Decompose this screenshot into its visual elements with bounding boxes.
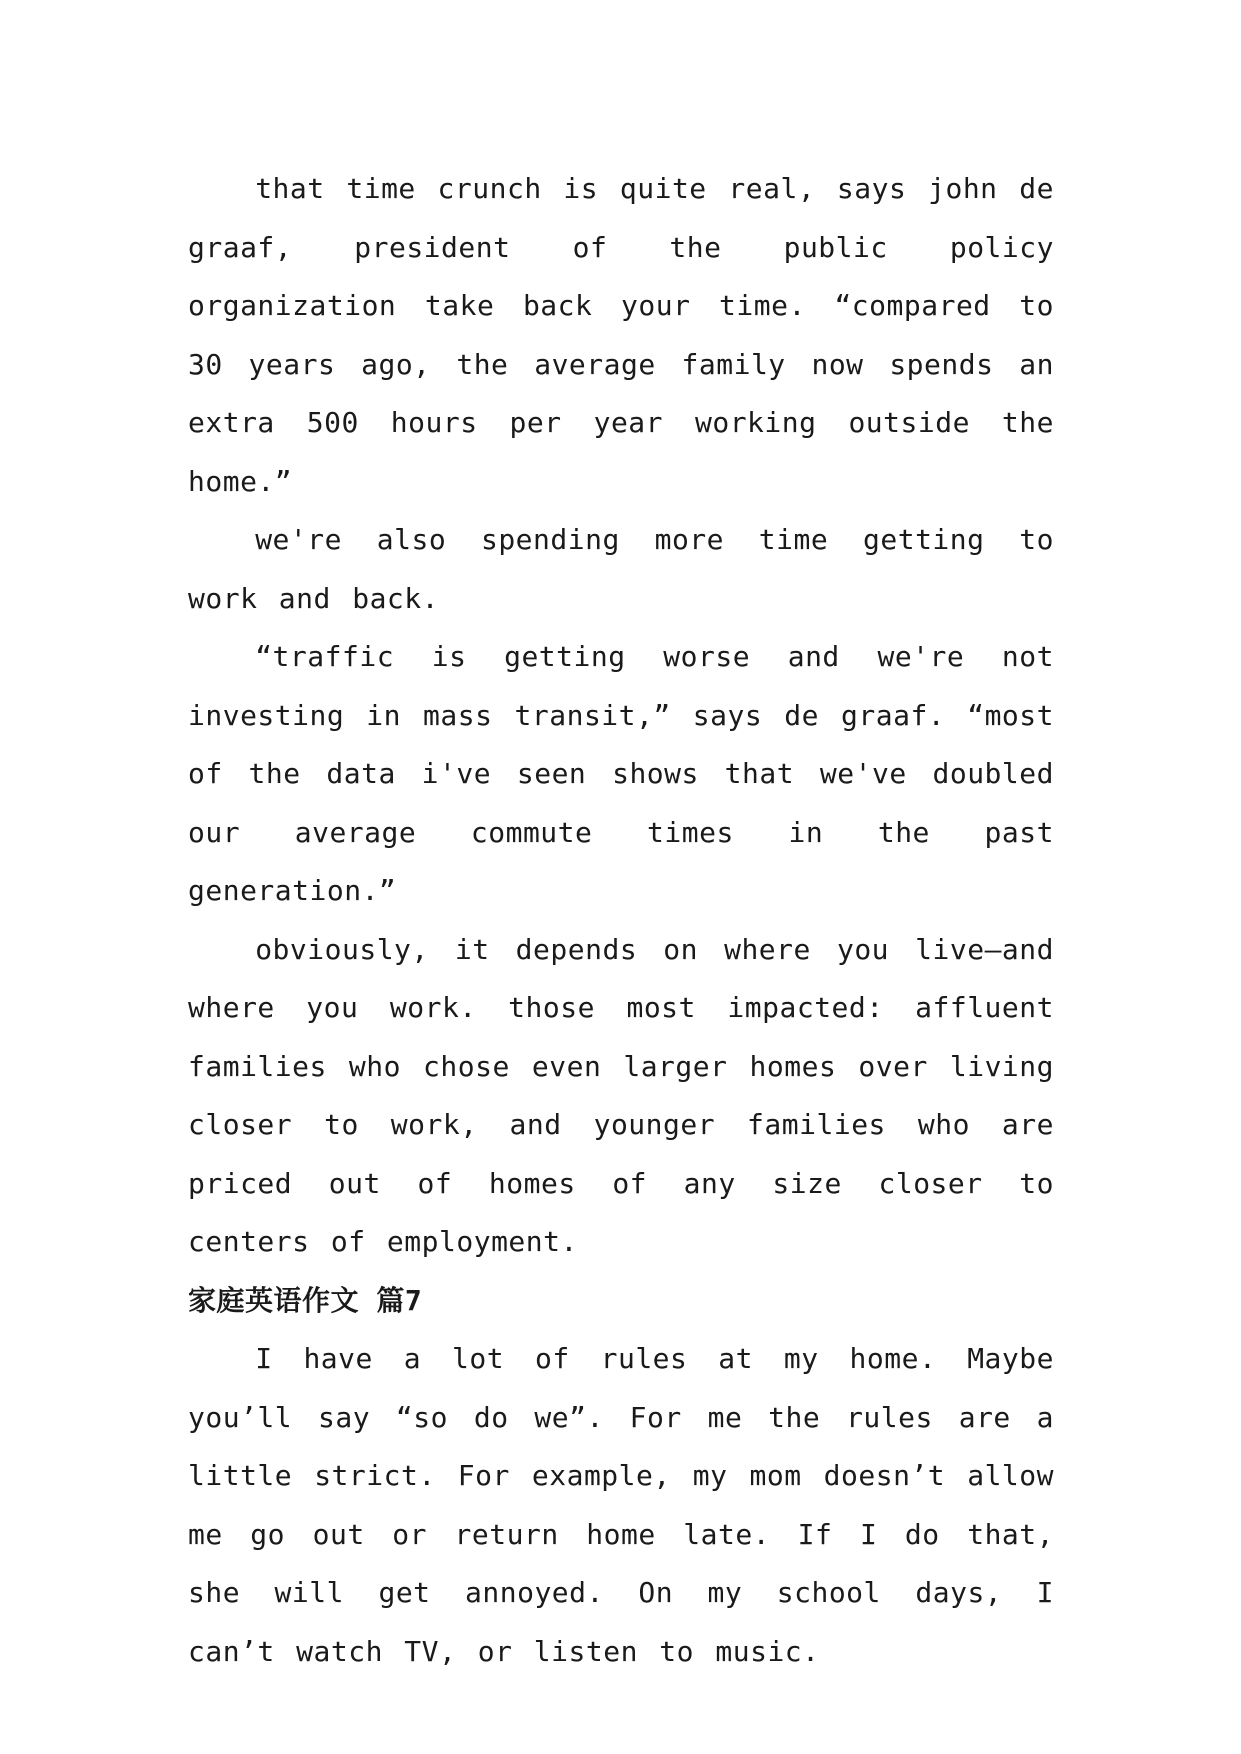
paragraph-commute: we're also spending more time getting to work and back. xyxy=(188,523,1054,615)
paragraph-time-crunch: that time crunch is quite real, says john de graaf, president of the public policy organization take back your time. “compared to 30 years ago, the average family now spends an extra 500 hours per year working outside the home.” xyxy=(188,172,1054,498)
section-heading: 家庭英语作文 篇7 xyxy=(188,1283,423,1317)
paragraph-depends: obviously, it depends on where you live—and where you work. those most impacted: affluent families who chose even larger homes over living closer to work, and younger families who are priced out of homes of any size closer to centers of employment. xyxy=(188,932,1054,1258)
paragraph-rules: I have a lot of rules at my home. Maybe you’ll say “so do we”. For me the rules are a little strict. For example, my mom doesn’t allow me go out or return home late. If I do that, she will get annoyed. On my school days, I can’t watch TV, or listen to music. xyxy=(188,1342,1054,1668)
paragraph-traffic: “traffic is getting worse and we're not investing in mass transit,” says de graaf. “most of the data i've seen shows that we've doubled our average commute times in the past generation.” xyxy=(188,640,1054,907)
document-page xyxy=(188,160,1054,1681)
